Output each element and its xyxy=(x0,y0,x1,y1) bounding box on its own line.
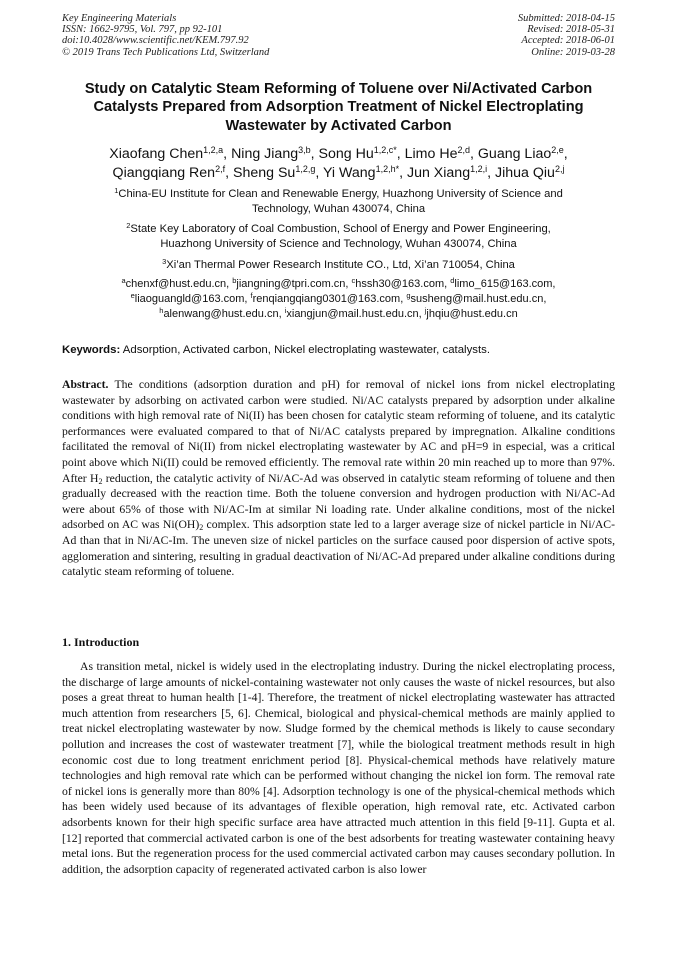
email[interactable]: $^i$xiangjun@mail.hust.edu.cn xyxy=(284,305,419,320)
author: Xiaofang Chen$^{1,2,a}$, xyxy=(109,145,232,162)
author: Limo He$^{2,d}$, xyxy=(404,145,478,162)
author: Jun Xiang$^{1,2,i}$, xyxy=(406,163,495,181)
publication-dates xyxy=(518,13,615,58)
email[interactable]: $^j$jhqiu@hust.edu.cn xyxy=(424,305,518,320)
abstract-label: Abstract. xyxy=(62,378,109,391)
journal-info xyxy=(62,13,269,58)
affiliation-1: $^1$China-EU Institute for Clean and Renewable Energy, Huazhong University of Science and Technology, Wuhan 430074, China xyxy=(114,186,563,215)
doi: doi:10.4028/www.scientific.net/KEM.797.92 xyxy=(62,35,249,47)
introduction-paragraph: As transition metal, nickel is widely used in the electroplating industry. During the nickel electroplating process, the discharge of large amounts of nickel-containing wastewater not only causes the waste of nickel resources, but also poses a great threat to human health [1-4]. Therefore, the treatment of nickel electroplating wastewater has attracted much attention from researchers [5, 6]. Chemical, biological and physical-chemical methods are mainly applied to treat nickel electroplating wastewater by now. Sludge formed by the chemical methods is likely to cause secondary pollution and increases the cost of wastewater treatment [7], while the biological treatment methods result in high economic cost due to long treatment enrichment period [8]. Physical-chemical methods have relatively mature technologies and high removal rate which can be performed without changing the nickel ion form. The removal rate of nickel ions is generally more than 80% [4]. Adsorption technology is one of the physical-chemical methods which has been widely used because of its advantages of flexible operation, high removal rate, etc. Activated carbon adsorbents known for their high specific surface area have attracted much attention in this field [9-11]. Gupta et al. [12] reported that commercial activated carbon is one of the best adsorbents for treating wastewater containing heavy metal ions. But the regeneration process for the used commercial activated carbon may causes secondary pollution. In addition, the adsorption capacity of regenerated activated carbon is also lower xyxy=(62,660,615,876)
affiliation-3: $^3$Xi’an Thermal Power Research Institute CO., Ltd, Xi’an 710054, China xyxy=(162,257,515,271)
email[interactable]: $^g$susheng@mail.hust.edu.cn xyxy=(406,290,544,305)
submitted-date: Submitted: 2018-04-15 xyxy=(517,13,615,24)
author: Ning Jiang$^{3,b}$, xyxy=(231,145,319,162)
online-date: Online: 2019-03-28 xyxy=(531,46,615,58)
author-list xyxy=(62,145,615,182)
keywords-label: Keywords: xyxy=(62,344,121,356)
accepted-date: Accepted: 2018-06-01 xyxy=(521,35,615,47)
author: Yi Wang$^{1,2,h*}$, xyxy=(322,163,407,181)
paper-title: Study on Catalytic Steam Reforming of Toluene over Ni/Activated Carbon Catalysts Prepared from Adsorption Treatment of Nickel Electroplating Wastewater by Activated Carbon xyxy=(84,81,593,134)
author: Jihua Qiu$^{2,j}$ xyxy=(495,163,565,181)
section-heading: 1. Introduction xyxy=(62,635,140,649)
copyright: © 2019 Trans Tech Publications Ltd, Switzerland xyxy=(62,46,270,58)
revised-date: Revised: 2018-05-31 xyxy=(527,24,615,36)
abstract: Abstract. The conditions (adsorption duration and pH) for removal of nickel ions from nickel electroplating wastewater by adsorbing on activated carbon were studied. Ni/AC catalysts prepared by adsorption under alkaline conditions with high removal rate of Ni(II) has been chosen for catalytic steam reforming of toluene, and its catalytic performances were evaluated compared to that of Ni/AC catalysts prepared by impregnation. Alkaline conditions facilitated the removal of Ni(II) from nickel electroplating wastewater by AC and pH=9 in especial, was a critical point above which Ni(II) could be removed efficiently. The removal rate within 20 min reached up to more than 97%. After $H_2$ reduction, the catalytic activity of Ni/AC-Ad was observed in catalytic steam reforming of toluene and then gradually decreased with the reaction time. Both the toluene conversion and hydrogen production with Ni/AC-Ad were about 65% of those with Ni/AC-Im at similar Ni loading rate. Under alkaline conditions, most of the nickel adsorbed on AC was $Ni(OH)_2$ complex. This adsorption state led to a larger average size of nickel particle in Ni/AC-Ad than that in Ni/AC-Im. The uneven size of nickel particles on the surface caused poor dispersion of active spots, agglomeration and sintering, resulting in gradual deactivation of Ni/AC-Ad prepared under alkaline conditions during catalytic steam reforming of toluene. xyxy=(62,378,615,579)
email[interactable]: $^a$chenxf@hust.edu.cn xyxy=(121,276,227,290)
email[interactable]: $^d$limo_615@163.com xyxy=(450,276,553,290)
email[interactable]: $^h$alenwang@hust.edu.cn xyxy=(159,305,279,320)
email-list: $^a$chenxf@hust.edu.cn, $^b$jiangning@tpri.com.cn, $^c$hssh30@163.com, $^d$limo_615@163.com, $^e$liaoguangld@163.com, $^f$renqiangqiang0301@163.com, $^g$susheng@mail.hust.edu.cn, $^h$alenwang@hust.edu.cn, $^i$xiangjun@mail.hust.edu.cn, $^j$jhqiu@hust.edu.cn xyxy=(121,276,556,320)
keywords xyxy=(62,343,615,357)
journal-name: Key Engineering Materials xyxy=(62,13,177,24)
author: Guang Liao$^{2,e}$, xyxy=(477,145,568,162)
email[interactable]: $^f$renqiangqiang0301@163.com xyxy=(250,290,401,305)
keywords-text: Adsorption, Activated carbon, Nickel electroplating wastewater, catalysts. xyxy=(120,344,490,356)
email[interactable]: $^c$hssh30@163.com xyxy=(351,276,445,290)
issn: ISSN: 1662-9795, Vol. 797, pp 92-101 xyxy=(62,24,223,36)
affiliation-2: $^2$State Key Laboratory of Coal Combustion, School of Energy and Power Engineering, Huazhong University of Science and Technology, Wuhan 430074, China xyxy=(126,221,551,250)
email[interactable]: $^b$jiangning@tpri.com.cn xyxy=(232,276,346,290)
author: Qiangqiang Ren$^{2,f}$, xyxy=(112,163,233,181)
email[interactable]: $^e$liaoguangld@163.com xyxy=(130,290,245,305)
author: Song $Hu^{1,2,c*}$, xyxy=(318,145,405,162)
author: Sheng Su$^{1,2,g}$, xyxy=(232,163,323,181)
